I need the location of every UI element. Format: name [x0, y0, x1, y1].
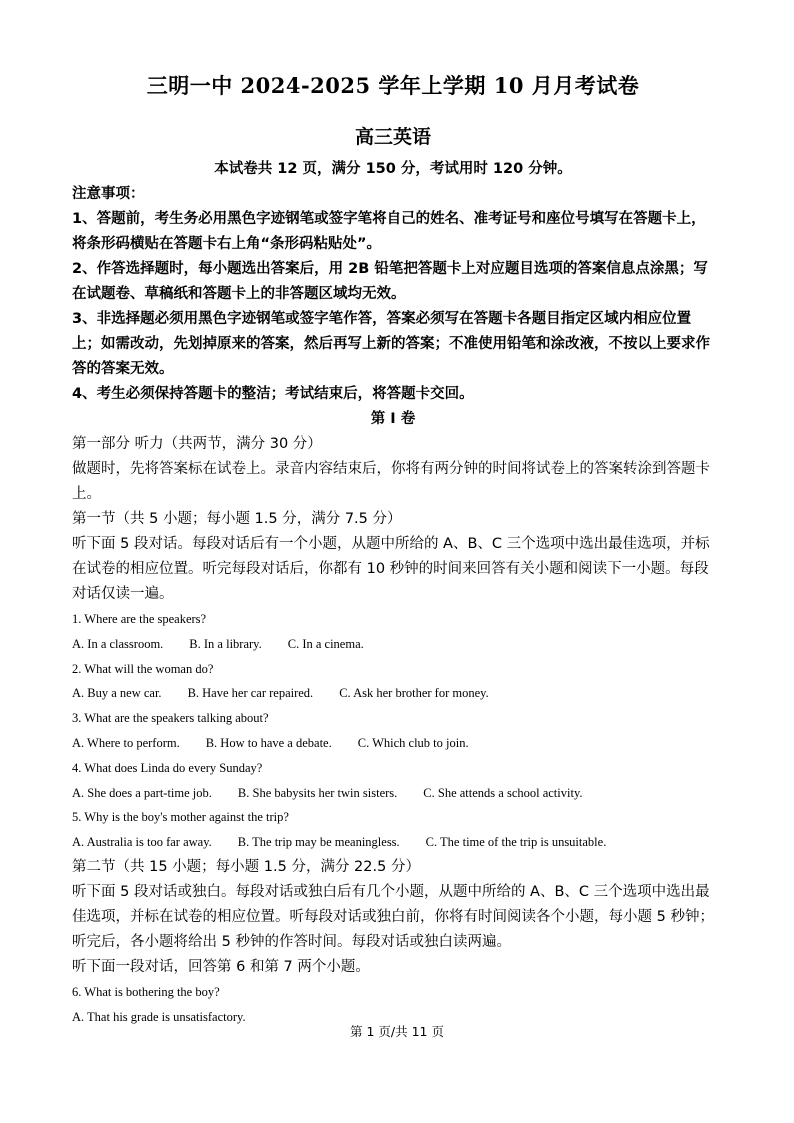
exam-title: 三明一中 2024-2025 学年上学期 10 月月考试卷 [146, 73, 640, 98]
option-a: A. In a classroom. [72, 636, 164, 651]
option-b: B. She babysits her twin sisters. [237, 785, 398, 800]
question-text: 2. What will the woman do? [72, 661, 214, 676]
question-text: 1. Where are the speakers? [72, 612, 207, 626]
option-b: B. In a library. [189, 636, 262, 651]
option-b: B. How to have a debate. [205, 735, 332, 750]
option-c: C. The time of the trip is unsuitable. [425, 835, 607, 850]
section2-heading: 第二节（共 15 小题；每小题 1.5 分，满分 22.5 分） [72, 858, 420, 875]
section1-heading: 第一节（共 5 小题；每小题 1.5 分，满分 7.5 分） [72, 511, 402, 527]
page-footer: 第 1 页/共 11 页 [350, 1024, 444, 1039]
question-options [72, 632, 714, 657]
note-item: 4、考生必须保持答题卡的整洁；考试结束后，将答题卡交回。 [72, 386, 474, 402]
question-options [72, 781, 714, 806]
option-c: C. Which club to join. [357, 735, 469, 750]
volume-heading: 第 I 卷 [370, 411, 416, 427]
option-a: A. She does a part-time job. [72, 785, 212, 800]
question-text: 3. What are the speakers talking about? [72, 711, 269, 726]
part1-instruction: 做题时，先将答案标在试卷上。录音内容结束后，你将有两分钟的时间将试卷上的答案转涂到答题卡上。 [72, 461, 710, 502]
option-c: C. Ask her brother for money. [339, 686, 489, 701]
notes-block [72, 182, 714, 407]
part1-heading: 第一部分 听力（共两节，满分 30 分） [72, 436, 322, 452]
exam-subject: 高三英语 [354, 126, 431, 148]
option-c: C. She attends a school activity. [423, 785, 583, 800]
question-list [72, 607, 714, 855]
option-b: B. Have her car repaired. [187, 686, 314, 701]
question-options [72, 731, 714, 756]
option-b: B. The trip may be meaningless. [237, 835, 400, 850]
question-text: 6. What is bothering the boy? [72, 984, 220, 999]
exam-info: 本试卷共 12 页，满分 150 分，考试用时 120 分钟。 [214, 161, 572, 177]
notes-heading: 注意事项： [72, 186, 145, 202]
option-a: A. Australia is too far away. [72, 835, 212, 850]
option-a: A. Where to perform. [72, 735, 180, 750]
section2-instruction: 听下面 5 段对话或独白。每段对话或独白后有几个小题，从题中所给的 A、B、C 三个选项中选出最佳选项，并标在试卷的相应位置。听每段对话或独白前，你将有时间阅读各个小题，每小题 5 秒钟；听完后，各小题将给出 5 秒钟的作答时间。每段对话或独白读两遍。 [72, 883, 714, 950]
group-heading: 听下面一段对话，回答第 6 和第 7 两个小题。 [72, 958, 370, 975]
question-options [72, 830, 714, 855]
option-c: C. In a cinema. [287, 636, 364, 651]
note-item: 2、作答选择题时，每小题选出答案后，用 2B 铅笔把答题卡上对应题目选项的答案信息点涂黑；写在试题卷、草稿纸和答题卡上的非答题区域均无效。 [72, 261, 708, 302]
option-a: A. Buy a new car. [72, 686, 162, 701]
note-item: 1、答题前，考生务必用黑色字迹钢笔或签字笔将自己的姓名、准考证号和座位号填写在答题卡上，将条形码横贴在答题卡右上角“条形码粘贴处”。 [72, 211, 706, 252]
question-text: 5. Why is the boy's mother against the trip? [72, 810, 289, 825]
note-item: 3、非选择题必须用黑色字迹钢笔或签字笔作答，答案必须写在答题卡各题目指定区域内相应位置上；如需改动，先划掉原来的答案，然后再写上新的答案；不准使用铅笔和涂改液，不按以上要求作答的答案无效。 [72, 311, 710, 377]
question-options [72, 681, 714, 706]
question-text: 4. What does Linda do every Sunday? [72, 760, 263, 775]
option-a: A. That his grade is unsatisfactory. [72, 1009, 246, 1024]
section1-instruction: 听下面 5 段对话。每段对话后有一个小题，从题中所给的 A、B、C 三个选项中选出最佳选项，并标在试卷的相应位置。听完每段对话后，你都有 10 秒钟的时间来回答有关小题和阅读下一小题。每段对话仅读一遍。 [72, 536, 710, 602]
